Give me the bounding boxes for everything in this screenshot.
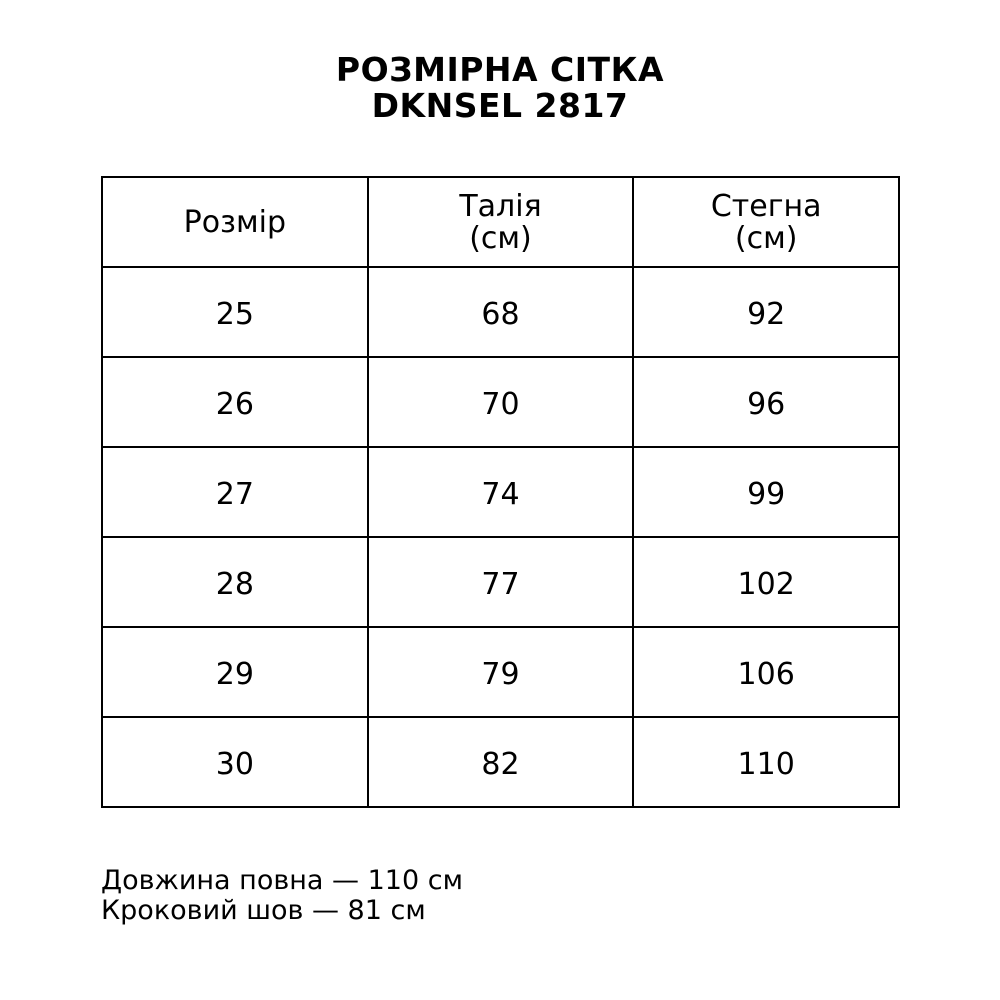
cell-size: 29: [102, 627, 368, 717]
cell-waist: 82: [368, 717, 634, 807]
header-waist: Талія (см): [368, 177, 634, 267]
title-line-1: РОЗМІРНА СІТКА: [335, 50, 665, 89]
note-full-length: Довжина повна — 110 см: [101, 865, 463, 896]
cell-hips: 110: [633, 717, 899, 807]
table-header-row: [102, 177, 899, 267]
cell-size: 25: [102, 267, 368, 357]
page-title: [0, 52, 1000, 124]
cell-waist: 74: [368, 447, 634, 537]
cell-waist: 77: [368, 537, 634, 627]
cell-size: 26: [102, 357, 368, 447]
header-hips: Стегна (см): [633, 177, 899, 267]
cell-waist: 68: [368, 267, 634, 357]
cell-waist: 79: [368, 627, 634, 717]
table-row: [102, 627, 899, 717]
table-row: [102, 717, 899, 807]
cell-waist: 70: [368, 357, 634, 447]
cell-hips: 92: [633, 267, 899, 357]
table-row: [102, 357, 899, 447]
cell-hips: 102: [633, 537, 899, 627]
note-inseam: Кроковий шов — 81 см: [101, 895, 426, 926]
cell-hips: 106: [633, 627, 899, 717]
table-row: [102, 447, 899, 537]
title-line-2: DKNSEL 2817: [371, 86, 629, 125]
cell-size: 27: [102, 447, 368, 537]
cell-size: 28: [102, 537, 368, 627]
header-size: Розмір: [102, 177, 368, 267]
cell-hips: 99: [633, 447, 899, 537]
size-chart-table: [101, 176, 900, 808]
table-row: [102, 537, 899, 627]
cell-size: 30: [102, 717, 368, 807]
measurement-notes: [101, 866, 463, 926]
cell-hips: 96: [633, 357, 899, 447]
table-row: [102, 267, 899, 357]
